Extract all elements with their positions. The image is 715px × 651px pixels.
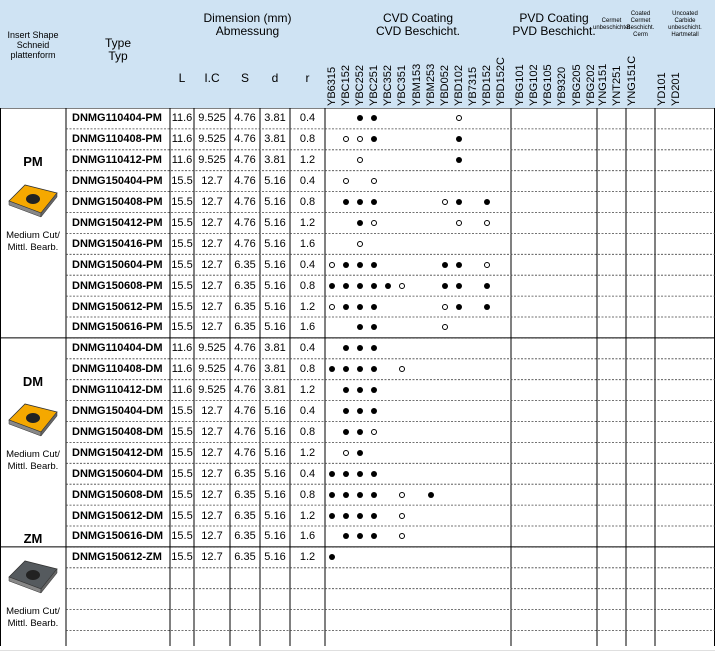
dim-cell: 15.5 — [170, 526, 194, 547]
dim-cell — [194, 631, 230, 651]
type-cell[interactable]: DNMG150404-PM — [66, 171, 170, 192]
dim-cell: 4.76 — [230, 338, 260, 359]
optional-circle-icon — [484, 220, 490, 226]
dim-cell — [170, 589, 194, 610]
dim-cell: 9.525 — [194, 359, 230, 380]
dim-cell: 5.16 — [260, 213, 290, 234]
header-group-4: Uncoated Carbide unbeschicht. Hartmetall — [655, 3, 715, 47]
dim-cell: 0.4 — [290, 338, 325, 359]
recommended-dot-icon — [371, 513, 377, 519]
dim-cell: 15.5 — [170, 422, 194, 443]
dim-cell: 15.5 — [170, 505, 194, 526]
optional-circle-icon — [399, 492, 405, 498]
grade-header-yng151: YNG151 — [597, 52, 609, 106]
dim-cell: 4.76 — [230, 150, 260, 171]
grade-header-ybc251: YBC251 — [368, 52, 380, 106]
shape-label-dm: DM — [0, 372, 66, 390]
dim-cell: 15.5 — [170, 547, 194, 568]
dim-cell: 3.81 — [260, 380, 290, 401]
dim-cell: 6.35 — [230, 526, 260, 547]
dim-cell: 12.7 — [194, 422, 230, 443]
grade-header-ybg102: YBG102 — [528, 52, 540, 106]
dim-cell: 5.16 — [260, 547, 290, 568]
header-dim-r: r — [290, 49, 325, 108]
recommended-dot-icon — [329, 492, 335, 498]
dim-cell: 3.81 — [260, 129, 290, 150]
dim-cell — [290, 631, 325, 651]
dim-cell: 6.35 — [230, 484, 260, 505]
recommended-dot-icon — [343, 199, 349, 205]
dim-cell: 5.16 — [260, 254, 290, 275]
header-insert-shape: Insert Shape Schneid plattenform — [0, 0, 66, 90]
dim-cell: 9.525 — [194, 338, 230, 359]
dim-cell: 9.525 — [194, 108, 230, 129]
recommended-dot-icon — [343, 262, 349, 268]
dim-cell: 4.76 — [230, 233, 260, 254]
type-cell[interactable] — [66, 610, 170, 631]
dim-cell — [290, 610, 325, 631]
header-dim-ic: I.C — [194, 49, 230, 108]
dim-cell: 15.5 — [170, 192, 194, 213]
recommended-dot-icon — [343, 492, 349, 498]
header-group-3: Coated Cermet Beschicht. Cerm — [626, 3, 655, 47]
dim-cell: 12.7 — [194, 192, 230, 213]
dim-cell: 12.7 — [194, 505, 230, 526]
optional-circle-icon — [371, 220, 377, 226]
grade-header-ybd052: YBD052 — [439, 52, 451, 106]
dim-cell: 4.76 — [230, 108, 260, 129]
dim-cell: 12.7 — [194, 213, 230, 234]
recommended-dot-icon — [357, 283, 363, 289]
dim-cell: 4.76 — [230, 359, 260, 380]
recommended-dot-icon — [357, 199, 363, 205]
recommended-dot-icon — [385, 283, 391, 289]
type-cell[interactable]: DNMG150412-DM — [66, 442, 170, 463]
recommended-dot-icon — [371, 304, 377, 310]
grade-header-ybm253: YBM253 — [425, 52, 437, 106]
recommended-dot-icon — [456, 304, 462, 310]
insert-pm-icon — [0, 179, 66, 219]
dim-cell: 5.16 — [260, 484, 290, 505]
dim-cell: 9.525 — [194, 129, 230, 150]
dim-cell: 4.76 — [230, 213, 260, 234]
type-cell[interactable]: DNMG150612-ZM — [66, 547, 170, 568]
dim-cell: 9.525 — [194, 150, 230, 171]
dim-cell: 1.6 — [290, 233, 325, 254]
shape-label-zm: ZM — [0, 529, 66, 547]
dim-cell — [230, 568, 260, 589]
dim-cell: 5.16 — [260, 526, 290, 547]
dim-cell: 1.2 — [290, 380, 325, 401]
dim-cell: 1.6 — [290, 526, 325, 547]
dim-cell: 12.7 — [194, 484, 230, 505]
optional-circle-icon — [329, 304, 335, 310]
type-cell[interactable]: DNMG150612-DM — [66, 505, 170, 526]
dim-cell: 15.5 — [170, 296, 194, 317]
type-cell[interactable]: DNMG110408-PM — [66, 129, 170, 150]
grade-header-ybc351: YBC351 — [396, 52, 408, 106]
dim-cell: 12.7 — [194, 275, 230, 296]
optional-circle-icon — [399, 283, 405, 289]
recommended-dot-icon — [371, 408, 377, 414]
grade-header-ybc352: YBC352 — [382, 52, 394, 106]
dim-cell: 12.7 — [194, 296, 230, 317]
insert-dm-icon — [0, 398, 66, 438]
recommended-dot-icon — [329, 283, 335, 289]
recommended-dot-icon — [357, 429, 363, 435]
dim-cell: 11.6 — [170, 380, 194, 401]
dim-cell: 6.35 — [230, 547, 260, 568]
type-cell[interactable]: DNMG150616-DM — [66, 526, 170, 547]
dim-cell: 5.16 — [260, 233, 290, 254]
dim-cell: 11.6 — [170, 338, 194, 359]
dim-cell: 11.6 — [170, 108, 194, 129]
optional-circle-icon — [343, 450, 349, 456]
type-cell[interactable]: DNMG150412-PM — [66, 213, 170, 234]
optional-circle-icon — [399, 513, 405, 519]
type-cell[interactable]: DNMG150604-DM — [66, 463, 170, 484]
dim-cell: 12.7 — [194, 526, 230, 547]
dim-cell: 5.16 — [260, 505, 290, 526]
dim-cell: 11.6 — [170, 129, 194, 150]
optional-circle-icon — [442, 304, 448, 310]
recommended-dot-icon — [456, 283, 462, 289]
recommended-dot-icon — [357, 471, 363, 477]
header-type: Type Typ — [66, 0, 170, 100]
recommended-dot-icon — [357, 262, 363, 268]
dim-cell — [230, 610, 260, 631]
recommended-dot-icon — [343, 429, 349, 435]
header-dim-d: d — [260, 49, 290, 108]
dim-cell: 6.35 — [230, 275, 260, 296]
insert-zm-icon — [0, 555, 66, 595]
dim-cell: 5.16 — [260, 442, 290, 463]
recommended-dot-icon — [343, 408, 349, 414]
dim-cell: 15.5 — [170, 213, 194, 234]
dim-cell: 15.5 — [170, 442, 194, 463]
type-cell[interactable]: DNMG150616-PM — [66, 317, 170, 338]
dim-cell: 0.8 — [290, 422, 325, 443]
type-cell[interactable] — [66, 589, 170, 610]
shape-description: Medium Cut/ Mittl. Bearb. — [0, 446, 66, 476]
optional-circle-icon — [357, 241, 363, 247]
dim-cell: 0.4 — [290, 108, 325, 129]
recommended-dot-icon — [343, 304, 349, 310]
grade-header-ynt251: YNT251 — [611, 52, 623, 106]
dim-cell: 6.35 — [230, 463, 260, 484]
optional-circle-icon — [329, 262, 335, 268]
dim-cell: 5.16 — [260, 171, 290, 192]
type-cell[interactable] — [66, 568, 170, 589]
recommended-dot-icon — [442, 262, 448, 268]
dim-cell: 5.16 — [260, 463, 290, 484]
dim-cell: 5.16 — [260, 296, 290, 317]
type-cell[interactable]: DNMG110412-DM — [66, 380, 170, 401]
dim-cell — [290, 568, 325, 589]
type-cell[interactable]: DNMG150408-PM — [66, 192, 170, 213]
type-cell[interactable]: DNMG150408-DM — [66, 422, 170, 443]
dim-cell — [260, 568, 290, 589]
type-cell[interactable]: DNMG110404-PM — [66, 108, 170, 129]
dim-cell — [230, 589, 260, 610]
dim-cell: 4.76 — [230, 380, 260, 401]
grade-header-ybd102: YBD102 — [453, 52, 465, 106]
grade-header-ybc152: YBC152 — [340, 52, 352, 106]
type-cell[interactable]: DNMG150604-PM — [66, 254, 170, 275]
dim-cell: 9.525 — [194, 380, 230, 401]
grade-header-yd101: YD101 — [656, 52, 668, 106]
grade-header-ybg202: YBG202 — [585, 52, 597, 106]
dim-cell: 4.76 — [230, 171, 260, 192]
shape-description: Medium Cut/ Mittl. Bearb. — [0, 603, 66, 633]
recommended-dot-icon — [442, 283, 448, 289]
recommended-dot-icon — [484, 283, 490, 289]
grade-header-ybm153: YBM153 — [411, 52, 423, 106]
dim-cell: 1.6 — [290, 317, 325, 338]
dim-cell: 1.2 — [290, 547, 325, 568]
type-cell[interactable]: DNMG150608-PM — [66, 275, 170, 296]
dim-cell — [170, 631, 194, 651]
dim-cell: 15.5 — [170, 401, 194, 422]
optional-circle-icon — [371, 429, 377, 435]
dim-cell — [170, 610, 194, 631]
grade-header-ybg105: YBG105 — [542, 52, 554, 106]
dim-cell — [194, 568, 230, 589]
dim-cell: 6.35 — [230, 505, 260, 526]
header-dim-s: S — [230, 49, 260, 108]
type-cell[interactable]: DNMG110412-PM — [66, 150, 170, 171]
grade-header-yb6315: YB6315 — [326, 52, 338, 106]
dim-cell: 3.81 — [260, 359, 290, 380]
grade-header-ybc252: YBC252 — [354, 52, 366, 106]
dim-cell — [260, 610, 290, 631]
dim-cell: 0.4 — [290, 463, 325, 484]
dim-cell: 5.16 — [260, 317, 290, 338]
dim-cell: 12.7 — [194, 317, 230, 338]
type-cell[interactable]: DNMG110404-DM — [66, 338, 170, 359]
dim-cell: 6.35 — [230, 296, 260, 317]
dim-cell: 15.5 — [170, 317, 194, 338]
dim-cell: 4.76 — [230, 401, 260, 422]
dim-cell: 4.76 — [230, 422, 260, 443]
recommended-dot-icon — [357, 513, 363, 519]
recommended-dot-icon — [357, 492, 363, 498]
dim-cell: 0.4 — [290, 171, 325, 192]
dim-cell: 3.81 — [260, 108, 290, 129]
dim-cell: 15.5 — [170, 463, 194, 484]
type-cell[interactable]: DNMG150612-PM — [66, 296, 170, 317]
dim-cell — [290, 589, 325, 610]
dim-cell: 12.7 — [194, 442, 230, 463]
header-dimension: Dimension (mm) Abmessung — [170, 0, 325, 49]
recommended-dot-icon — [343, 283, 349, 289]
dim-cell: 0.4 — [290, 401, 325, 422]
dim-cell — [230, 631, 260, 651]
dim-cell: 12.7 — [194, 547, 230, 568]
type-cell[interactable]: DNMG110408-DM — [66, 359, 170, 380]
dim-cell: 0.8 — [290, 192, 325, 213]
grade-header-ybg101: YBG101 — [514, 52, 526, 106]
dim-cell: 11.6 — [170, 150, 194, 171]
dim-cell: 15.5 — [170, 171, 194, 192]
header-group-2: Cermet unbeschichtet — [597, 3, 626, 47]
dim-cell: 5.16 — [260, 422, 290, 443]
dim-cell: 1.2 — [290, 150, 325, 171]
recommended-dot-icon — [484, 304, 490, 310]
grade-header-ybg205: YBG205 — [571, 52, 583, 106]
dim-cell: 15.5 — [170, 484, 194, 505]
dim-cell: 11.6 — [170, 359, 194, 380]
dim-cell — [170, 568, 194, 589]
grade-header-yng151c: YNG151C — [626, 52, 638, 106]
dim-cell: 4.76 — [230, 129, 260, 150]
dim-cell: 15.5 — [170, 233, 194, 254]
type-cell[interactable] — [66, 631, 170, 651]
optional-circle-icon — [442, 199, 448, 205]
dim-cell: 5.16 — [260, 275, 290, 296]
recommended-dot-icon — [357, 450, 363, 456]
recommended-dot-icon — [428, 492, 434, 498]
dim-cell: 5.16 — [260, 192, 290, 213]
recommended-dot-icon — [371, 262, 377, 268]
recommended-dot-icon — [357, 304, 363, 310]
dim-cell: 3.81 — [260, 338, 290, 359]
recommended-dot-icon — [456, 199, 462, 205]
dim-cell — [194, 589, 230, 610]
recommended-dot-icon — [357, 408, 363, 414]
dim-cell — [194, 610, 230, 631]
dim-cell: 4.76 — [230, 442, 260, 463]
header-group-0: CVD Coating CVD Beschicht. — [325, 3, 511, 47]
grade-header-yb9320: YB9320 — [556, 52, 568, 106]
dim-cell: 12.7 — [194, 401, 230, 422]
dim-cell — [260, 631, 290, 651]
dim-cell: 1.2 — [290, 442, 325, 463]
recommended-dot-icon — [329, 471, 335, 477]
grade-header-ybd152c: YBD152C — [495, 52, 507, 106]
optional-circle-icon — [456, 220, 462, 226]
recommended-dot-icon — [371, 471, 377, 477]
dim-cell: 1.2 — [290, 296, 325, 317]
shape-label-pm: PM — [0, 153, 66, 171]
dim-cell: 0.8 — [290, 275, 325, 296]
type-cell[interactable]: DNMG150416-PM — [66, 233, 170, 254]
grade-header-yd201: YD201 — [670, 52, 682, 106]
recommended-dot-icon — [343, 471, 349, 477]
type-cell[interactable]: DNMG150404-DM — [66, 401, 170, 422]
recommended-dot-icon — [371, 283, 377, 289]
dim-cell: 12.7 — [194, 171, 230, 192]
dim-cell: 3.81 — [260, 150, 290, 171]
dim-cell: 4.76 — [230, 192, 260, 213]
dim-cell: 1.2 — [290, 505, 325, 526]
recommended-dot-icon — [371, 492, 377, 498]
dim-cell: 0.8 — [290, 359, 325, 380]
recommended-dot-icon — [456, 262, 462, 268]
recommended-dot-icon — [329, 513, 335, 519]
dim-cell: 5.16 — [260, 401, 290, 422]
dim-cell: 0.8 — [290, 484, 325, 505]
dim-cell: 0.8 — [290, 129, 325, 150]
recommended-dot-icon — [371, 199, 377, 205]
grade-header-yb7315: YB7315 — [467, 52, 479, 106]
optional-circle-icon — [484, 262, 490, 268]
dim-cell: 6.35 — [230, 254, 260, 275]
dim-cell — [260, 589, 290, 610]
recommended-dot-icon — [484, 199, 490, 205]
dim-cell: 6.35 — [230, 317, 260, 338]
recommended-dot-icon — [343, 513, 349, 519]
shape-description: Medium Cut/ Mittl. Bearb. — [0, 227, 66, 257]
dim-cell: 15.5 — [170, 254, 194, 275]
dim-cell: 15.5 — [170, 275, 194, 296]
type-cell[interactable]: DNMG150608-DM — [66, 484, 170, 505]
header-group-1: PVD Coating PVD Beschicht. — [511, 3, 597, 47]
dim-cell: 0.4 — [290, 254, 325, 275]
dim-cell: 12.7 — [194, 233, 230, 254]
header-dim-l: L — [170, 49, 194, 108]
dim-cell: 12.7 — [194, 254, 230, 275]
dim-cell: 12.7 — [194, 463, 230, 484]
recommended-dot-icon — [357, 220, 363, 226]
grade-header-ybd152: YBD152 — [481, 52, 493, 106]
dim-cell: 1.2 — [290, 213, 325, 234]
